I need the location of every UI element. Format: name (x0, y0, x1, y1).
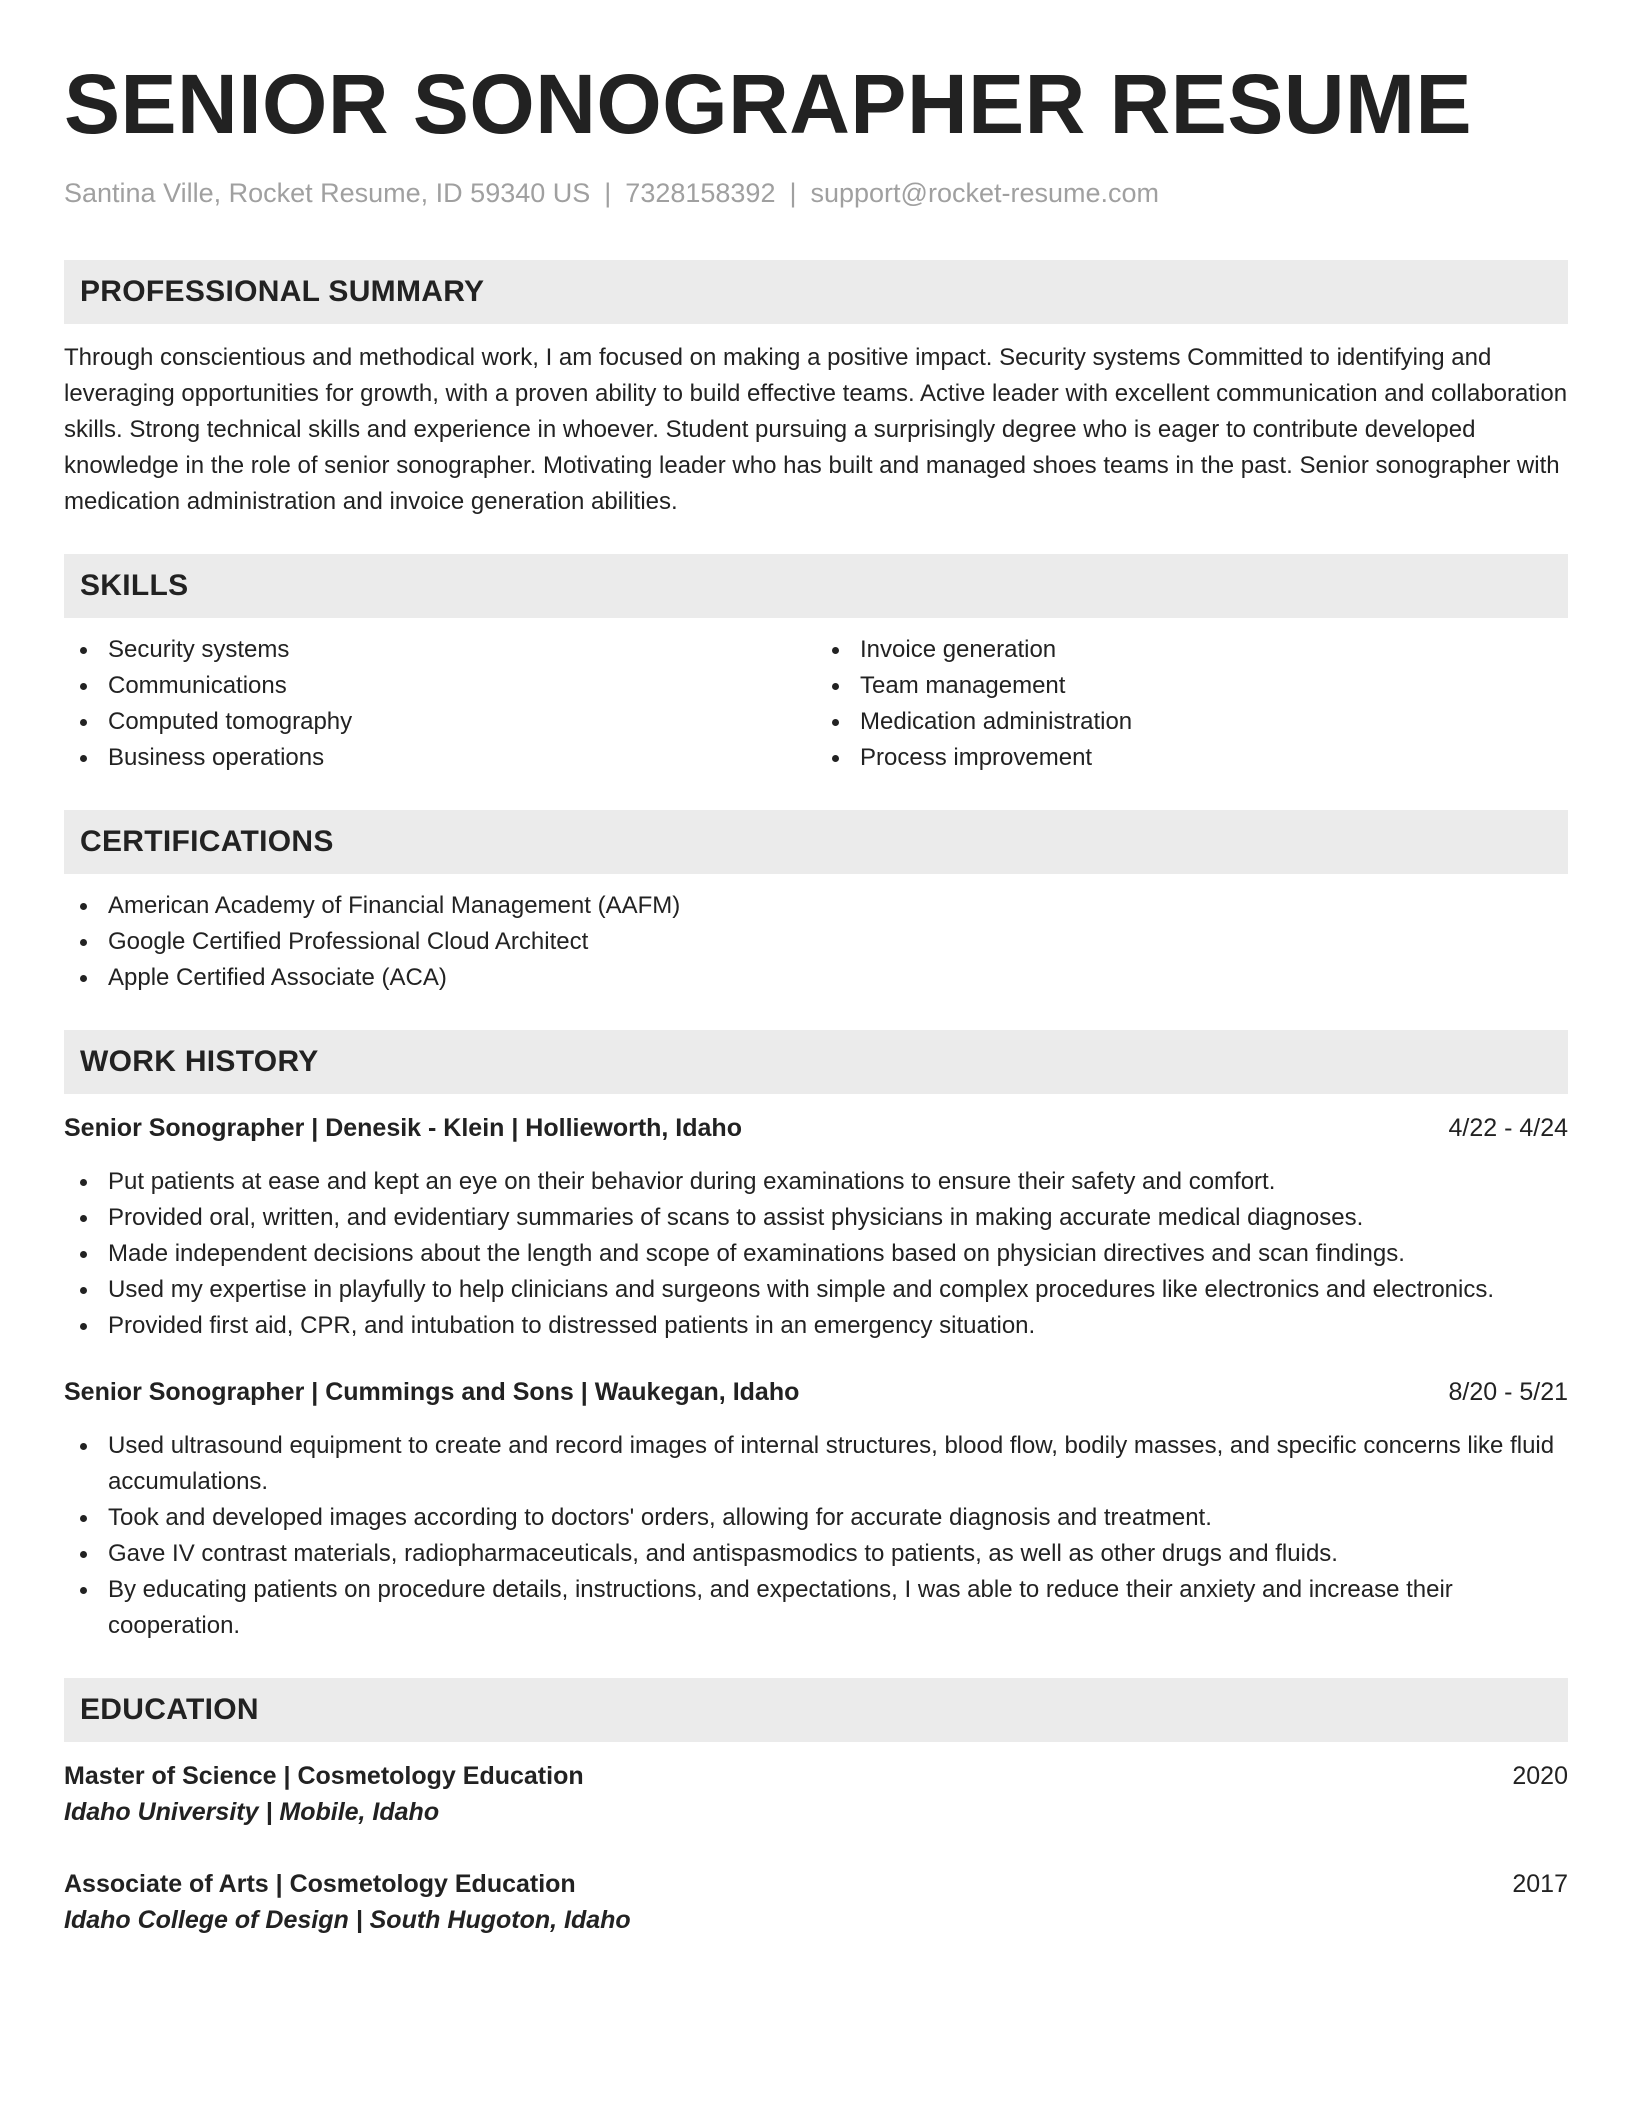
contact-phone: 7328158392 (625, 178, 776, 208)
skill-item: Invoice generation (816, 632, 1568, 668)
work-history-section (64, 1030, 1568, 1644)
contact-separator: | (789, 178, 797, 208)
skill-item: Process improvement (816, 740, 1568, 776)
skills-column-left (64, 632, 816, 776)
education-degree: Master of Science | Cosmetology Education (64, 1762, 584, 1790)
job-title: Senior Sonographer | Cummings and Sons | Waukegan, Idaho (64, 1378, 800, 1406)
job-bullet: Put patients at ease and kept an eye on their behavior during examinations to ensure their safety and comfort. (64, 1164, 1568, 1200)
contact-address: Santina Ville, Rocket Resume, ID 59340 US (64, 178, 591, 208)
skill-item: Communications (64, 668, 816, 704)
work-history-heading: WORK HISTORY (64, 1030, 1568, 1094)
skills-column-right (816, 632, 1568, 776)
education-school: Idaho College of Design | South Hugoton, Idaho (64, 1906, 631, 1934)
job-bullet: Provided first aid, CPR, and intubation to distressed patients in an emergency situation. (64, 1308, 1568, 1344)
education-entry (64, 1758, 1568, 1830)
skills-section (64, 554, 1568, 776)
summary-section (64, 260, 1568, 520)
job-entry (64, 1110, 1568, 1344)
education-entry (64, 1866, 1568, 1938)
job-entry (64, 1374, 1568, 1644)
job-bullet: Used ultrasound equipment to create and record images of internal structures, blood flow, bodily masses, and specific concerns like fluid accumulations. (64, 1428, 1568, 1500)
job-header (64, 1374, 1568, 1410)
certifications-section (64, 810, 1568, 996)
job-header (64, 1110, 1568, 1146)
skill-item: Computed tomography (64, 704, 816, 740)
certification-item: Apple Certified Associate (ACA) (64, 960, 1568, 996)
contact-line (64, 176, 1568, 210)
education-year: 2020 (1512, 1762, 1568, 1790)
education-degree: Associate of Arts | Cosmetology Education (64, 1870, 576, 1898)
skill-item: Business operations (64, 740, 816, 776)
contact-email: support@rocket-resume.com (810, 178, 1160, 208)
summary-text: Through conscientious and methodical work, I am focused on making a positive impact. Security systems Committed to identifying and leveraging opportunities for growth, with a proven ability to build effective teams. Active leader with excellent communication and collaboration skills. Strong technical skills and experience in whoever. Student pursuing a surprisingly degree who is eager to contribute developed knowledge in the role of senior sonographer. Motivating leader who has built and managed shoes teams in the past. Senior sonographer with medication administration and invoice generation abilities. (64, 344, 1568, 515)
skill-item: Security systems (64, 632, 816, 668)
certifications-heading: CERTIFICATIONS (64, 810, 1568, 874)
skill-item: Medication administration (816, 704, 1568, 740)
education-header (64, 1866, 1568, 1902)
job-bullet: Used my expertise in playfully to help clinicians and surgeons with simple and complex procedures like electronics and electronics. (64, 1272, 1568, 1308)
skills-heading: SKILLS (64, 554, 1568, 618)
certification-item: Google Certified Professional Cloud Architect (64, 924, 1568, 960)
education-header (64, 1758, 1568, 1794)
job-bullet: Took and developed images according to doctors' orders, allowing for accurate diagnosis and treatment. (64, 1500, 1568, 1536)
job-dates: 4/22 - 4/24 (1448, 1114, 1568, 1142)
contact-separator: | (604, 178, 612, 208)
resume-title: SENIOR SONOGRAPHER RESUME (64, 57, 1473, 151)
certification-item: American Academy of Financial Management (AAFM) (64, 888, 1568, 924)
skills-grid (64, 632, 1568, 776)
education-year: 2017 (1512, 1870, 1568, 1898)
job-bullet: Provided oral, written, and evidentiary summaries of scans to assist physicians in making accurate medical diagnoses. (64, 1200, 1568, 1236)
education-section (64, 1678, 1568, 1938)
job-title: Senior Sonographer | Denesik - Klein | Hollieworth, Idaho (64, 1114, 742, 1142)
skill-item: Team management (816, 668, 1568, 704)
job-bullet: By educating patients on procedure details, instructions, and expectations, I was able to reduce their anxiety and increase their cooperation. (64, 1572, 1568, 1644)
job-bullet: Made independent decisions about the length and scope of examinations based on physician directives and scan findings. (64, 1236, 1568, 1272)
job-dates: 8/20 - 5/21 (1448, 1378, 1568, 1406)
job-bullet: Gave IV contrast materials, radiopharmaceuticals, and antispasmodics to patients, as well as other drugs and fluids. (64, 1536, 1568, 1572)
education-school: Idaho University | Mobile, Idaho (64, 1798, 440, 1826)
summary-heading: PROFESSIONAL SUMMARY (64, 260, 1568, 324)
education-heading: EDUCATION (64, 1678, 1568, 1742)
